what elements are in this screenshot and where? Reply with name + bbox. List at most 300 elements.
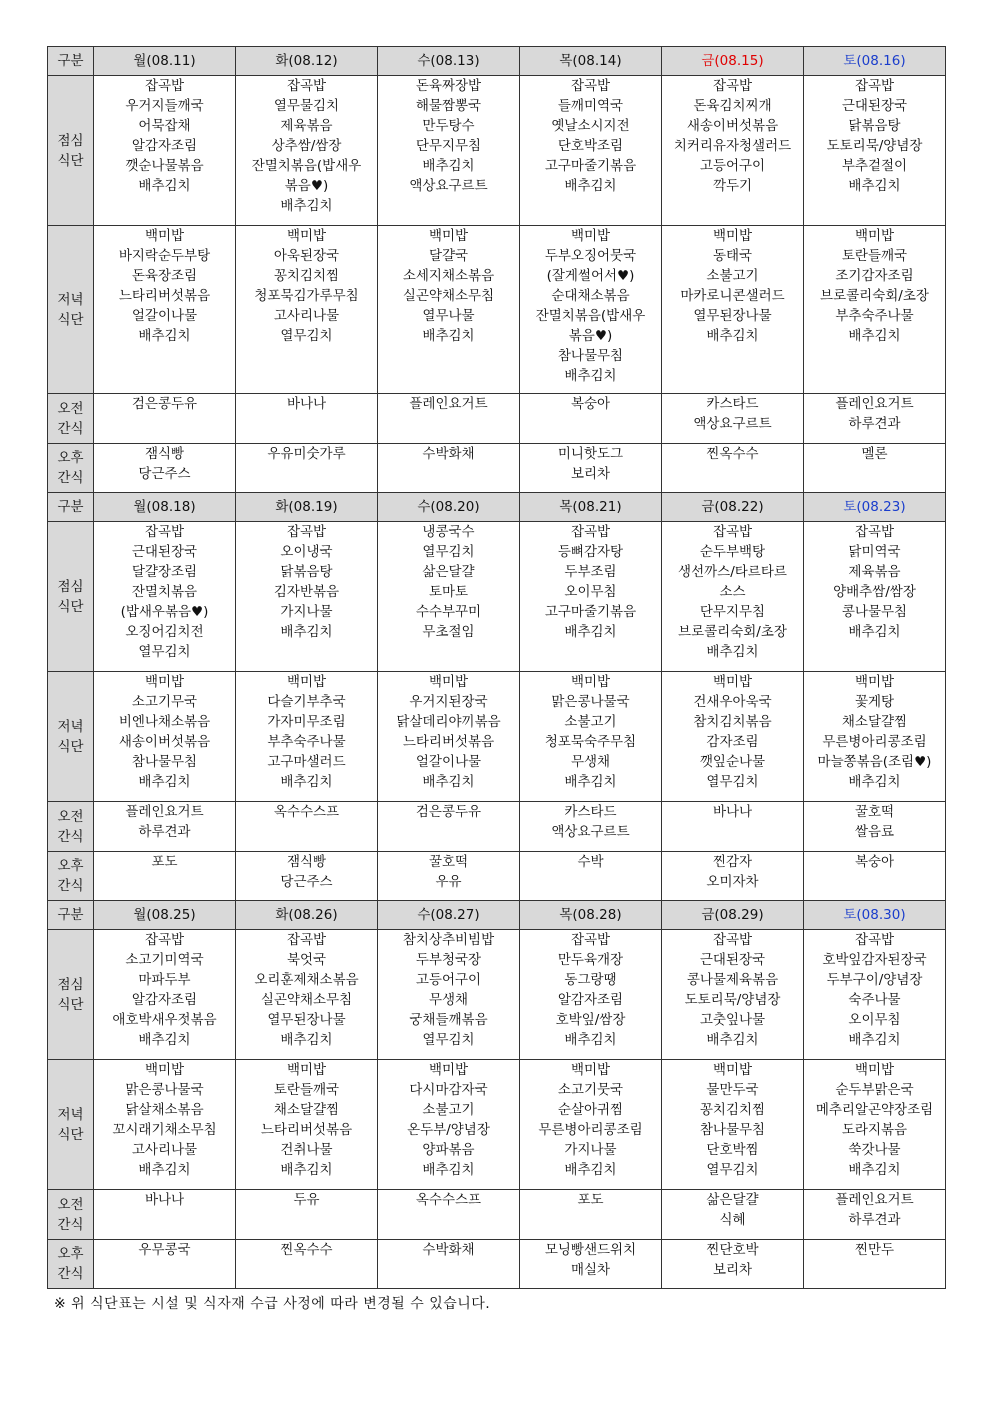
menu-item: 두부구이/양념장 bbox=[826, 972, 923, 988]
menu-item: 잼식빵 bbox=[286, 854, 327, 870]
menu-item: 참치상추비빔밥 bbox=[402, 932, 495, 948]
row-label-dinner bbox=[48, 1060, 94, 1190]
row-label-line: 오전 bbox=[57, 808, 84, 825]
menu-item: 두부조림 bbox=[564, 564, 617, 580]
menu-cell bbox=[378, 76, 520, 226]
menu-item: 액상요구르트 bbox=[551, 824, 630, 840]
menu-item: 우거지된장국 bbox=[409, 694, 488, 710]
menu-item: 미니핫도그 bbox=[557, 446, 624, 462]
menu-cell bbox=[662, 672, 804, 802]
header-label: 구분 bbox=[48, 47, 94, 76]
menu-cell bbox=[662, 852, 804, 901]
menu-item: 하루견과 bbox=[848, 416, 901, 432]
menu-item: 닭살데리야끼볶음 bbox=[396, 714, 501, 730]
menu-item: 순살아귀찜 bbox=[557, 1102, 624, 1118]
menu-item: 백미밥 bbox=[144, 1062, 185, 1078]
menu-cell bbox=[378, 852, 520, 901]
menu-cell bbox=[520, 76, 662, 226]
menu-item: 잡곡밥 bbox=[854, 932, 895, 948]
meal-row-lunch bbox=[48, 76, 946, 226]
menu-item: 백미밥 bbox=[712, 228, 753, 244]
menu-item: 볶음♥) bbox=[284, 178, 329, 194]
menu-item: 꿀호떡 bbox=[854, 804, 895, 820]
row-label-pm-snack bbox=[48, 444, 94, 493]
menu-cell bbox=[804, 76, 946, 226]
menu-item: 순대채소볶음 bbox=[551, 288, 630, 304]
menu-item: 쌀음료 bbox=[854, 824, 895, 840]
menu-item: 해물짬뽕국 bbox=[415, 98, 482, 114]
menu-item: 등뼈감자탕 bbox=[557, 544, 624, 560]
menu-item: 백미밥 bbox=[428, 674, 469, 690]
menu-item: 당근주스 bbox=[138, 466, 191, 482]
menu-item: 브로콜리숙회/초장 bbox=[678, 624, 787, 640]
menu-item: 물만두국 bbox=[706, 1082, 759, 1098]
menu-item: 백미밥 bbox=[286, 228, 327, 244]
week-header-row bbox=[48, 47, 946, 76]
day-header: 목(08.28) bbox=[520, 901, 662, 930]
menu-cell bbox=[804, 226, 946, 394]
menu-item: 얼갈이나물 bbox=[415, 754, 482, 770]
menu-item: 열무김치 bbox=[138, 644, 191, 660]
row-label-line: 오전 bbox=[57, 1196, 84, 1213]
menu-item: 순두부맑은국 bbox=[835, 1082, 914, 1098]
menu-item: 백미밥 bbox=[712, 1062, 753, 1078]
menu-cell bbox=[236, 76, 378, 226]
menu-item: 배추김치 bbox=[564, 178, 617, 194]
menu-cell bbox=[520, 444, 662, 493]
menu-item: 제육볶음 bbox=[280, 118, 333, 134]
menu-item: 부추숙주나물 bbox=[267, 734, 346, 750]
meal-row-dinner bbox=[48, 1060, 946, 1190]
menu-item: 토마토 bbox=[428, 584, 469, 600]
menu-item: (잘게썰어서♥) bbox=[546, 268, 635, 284]
menu-cell bbox=[236, 672, 378, 802]
day-header: 월(08.25) bbox=[94, 901, 236, 930]
row-label-line: 식단 bbox=[57, 1126, 84, 1143]
menu-item: 감자조림 bbox=[706, 734, 759, 750]
menu-item: 닭미역국 bbox=[848, 544, 901, 560]
menu-item: 채소달걀찜 bbox=[841, 714, 908, 730]
day-header: 화(08.26) bbox=[236, 901, 378, 930]
menu-item: 상추쌈/쌈장 bbox=[271, 138, 342, 154]
menu-item: 백미밥 bbox=[570, 1062, 611, 1078]
menu-item: 고사리나물 bbox=[273, 308, 340, 324]
row-label-lunch bbox=[48, 76, 94, 226]
menu-item: 근대된장국 bbox=[699, 952, 766, 968]
menu-cell bbox=[804, 1190, 946, 1240]
menu-item: 백미밥 bbox=[854, 674, 895, 690]
menu-item: 소스 bbox=[719, 584, 746, 600]
menu-item: 플레인요거트 bbox=[835, 1192, 914, 1208]
menu-item: 만두탕수 bbox=[422, 118, 475, 134]
menu-item: 잔멸치볶음 bbox=[131, 584, 198, 600]
menu-item: 무초절임 bbox=[422, 624, 475, 640]
menu-cell bbox=[520, 672, 662, 802]
menu-item: 닭살채소볶음 bbox=[125, 1102, 204, 1118]
menu-item: 오이무침 bbox=[564, 584, 617, 600]
menu-item: 소고기뭇국 bbox=[557, 1082, 624, 1098]
row-label-line: 식단 bbox=[57, 152, 84, 169]
menu-item: 보리차 bbox=[712, 1262, 753, 1278]
menu-cell bbox=[94, 852, 236, 901]
menu-item: 마파두부 bbox=[138, 972, 191, 988]
menu-item: 궁채들깨볶음 bbox=[409, 1012, 488, 1028]
menu-item: 복숭아 bbox=[570, 396, 611, 412]
menu-item: 두부오징어뭇국 bbox=[544, 248, 637, 264]
menu-item: 찐단호박 bbox=[706, 1242, 759, 1258]
row-label-am-snack bbox=[48, 394, 94, 444]
menu-item: 건새우아욱국 bbox=[693, 694, 772, 710]
menu-item: 청포묵숙주무침 bbox=[544, 734, 637, 750]
menu-item: 수박화채 bbox=[422, 446, 475, 462]
menu-item: 돈육짜장밥 bbox=[415, 78, 482, 94]
menu-item: 포도 bbox=[577, 1192, 604, 1208]
menu-item: 참나물무침 bbox=[131, 754, 198, 770]
menu-item: 수수부꾸미 bbox=[415, 604, 482, 620]
menu-item: 알감자조림 bbox=[131, 138, 198, 154]
menu-item: 우무콩국 bbox=[138, 1242, 191, 1258]
menu-item: 쑥갓나물 bbox=[848, 1142, 901, 1158]
menu-cell bbox=[804, 1060, 946, 1190]
menu-item: 포도 bbox=[151, 854, 178, 870]
menu-item: 배추김치 bbox=[848, 328, 901, 344]
menu-item: 백미밥 bbox=[854, 1062, 895, 1078]
menu-item: 오미자차 bbox=[706, 874, 759, 890]
menu-cell bbox=[94, 444, 236, 493]
row-label-line: 오후 bbox=[57, 450, 84, 466]
menu-item: 배추김치 bbox=[706, 328, 759, 344]
day-header: 토(08.23) bbox=[804, 493, 946, 522]
menu-item: 가지나물 bbox=[280, 604, 333, 620]
menu-cell bbox=[662, 1190, 804, 1240]
menu-item: 무생채 bbox=[428, 992, 469, 1008]
menu-item: 두유 bbox=[293, 1192, 320, 1208]
menu-item: 검은콩두유 bbox=[131, 396, 198, 412]
header-label: 구분 bbox=[48, 493, 94, 522]
menu-cell bbox=[378, 522, 520, 672]
row-label-line: 저녁 bbox=[57, 291, 84, 308]
meal-row-pm-snack bbox=[48, 444, 946, 493]
menu-item: 배추김치 bbox=[280, 198, 333, 214]
menu-item: 참치김치볶음 bbox=[693, 714, 772, 730]
menu-item: 액상요구르트 bbox=[409, 178, 488, 194]
menu-item: 백미밥 bbox=[428, 1062, 469, 1078]
menu-cell bbox=[804, 930, 946, 1060]
row-label-line: 식단 bbox=[57, 311, 84, 328]
menu-item: 동그랑땡 bbox=[564, 972, 617, 988]
meal-row-lunch bbox=[48, 930, 946, 1060]
row-label-line: 오후 bbox=[57, 858, 84, 874]
menu-item: 하루견과 bbox=[138, 824, 191, 840]
menu-item: 깍두기 bbox=[712, 178, 753, 194]
menu-item: 배추김치 bbox=[138, 774, 191, 790]
menu-item: 배추김치 bbox=[280, 624, 333, 640]
menu-item: 알감자조림 bbox=[131, 992, 198, 1008]
menu-item: 건취나물 bbox=[280, 1142, 333, 1158]
menu-cell bbox=[662, 76, 804, 226]
menu-item: 돈육김치찌개 bbox=[693, 98, 772, 114]
menu-item: 액상요구르트 bbox=[693, 416, 772, 432]
menu-item: 순두부백탕 bbox=[699, 544, 766, 560]
menu-item: 꿀호떡 bbox=[428, 854, 469, 870]
menu-item: 오이냉국 bbox=[280, 544, 333, 560]
menu-item: 우유미숫가루 bbox=[267, 446, 346, 462]
menu-item: 수박 bbox=[577, 854, 604, 870]
menu-item: 부추숙주나물 bbox=[835, 308, 914, 324]
menu-cell bbox=[236, 444, 378, 493]
row-label-line: 간식 bbox=[57, 420, 84, 437]
menu-item: 수박화채 bbox=[422, 1242, 475, 1258]
menu-cell bbox=[378, 226, 520, 394]
menu-cell bbox=[804, 394, 946, 444]
menu-item: 배추김치 bbox=[138, 328, 191, 344]
menu-item: 만두육개장 bbox=[557, 952, 624, 968]
menu-cell bbox=[94, 930, 236, 1060]
menu-item: 제육볶음 bbox=[848, 564, 901, 580]
menu-item: 고구마줄기볶음 bbox=[544, 604, 637, 620]
day-header: 수(08.13) bbox=[378, 47, 520, 76]
menu-item: 배추김치 bbox=[138, 178, 191, 194]
row-label-line: 점심 bbox=[57, 976, 84, 993]
menu-item: 두부청국장 bbox=[415, 952, 482, 968]
menu-item: 고사리나물 bbox=[131, 1142, 198, 1158]
menu-cell bbox=[520, 522, 662, 672]
week-header-row bbox=[48, 493, 946, 522]
menu-item: 애호박새우젓볶음 bbox=[112, 1012, 217, 1028]
menu-item: 복숭아 bbox=[854, 854, 895, 870]
row-label-line: 저녁 bbox=[57, 1106, 84, 1123]
menu-item: 단무지무침 bbox=[415, 138, 482, 154]
menu-item: 잡곡밥 bbox=[712, 932, 753, 948]
menu-item: 참나물무침 bbox=[557, 348, 624, 364]
menu-cell bbox=[662, 1060, 804, 1190]
menu-item: 잡곡밥 bbox=[854, 524, 895, 540]
menu-item: 얼갈이나물 bbox=[131, 308, 198, 324]
menu-item: 마카로니콘샐러드 bbox=[680, 288, 785, 304]
menu-item: 비엔나채소볶음 bbox=[118, 714, 211, 730]
menu-cell bbox=[662, 1240, 804, 1289]
menu-item: 열무김치 bbox=[422, 544, 475, 560]
menu-item: 삶은달걀 bbox=[706, 1192, 759, 1208]
menu-item: 단무지무침 bbox=[699, 604, 766, 620]
menu-item: 백미밥 bbox=[286, 1062, 327, 1078]
row-label-line: 저녁 bbox=[57, 718, 84, 735]
menu-item: 소고기미역국 bbox=[125, 952, 204, 968]
menu-item: 고구마샐러드 bbox=[267, 754, 346, 770]
menu-item: 잡곡밥 bbox=[144, 78, 185, 94]
menu-cell bbox=[520, 852, 662, 901]
menu-item: 가지나물 bbox=[564, 1142, 617, 1158]
menu-item: 숙주나물 bbox=[848, 992, 901, 1008]
menu-cell bbox=[520, 1190, 662, 1240]
menu-cell bbox=[378, 930, 520, 1060]
meal-row-dinner bbox=[48, 672, 946, 802]
menu-item: 조기감자조림 bbox=[835, 268, 914, 284]
menu-item: 배추김치 bbox=[564, 368, 617, 384]
menu-item: 무른병아리콩조림 bbox=[822, 734, 927, 750]
menu-item: 모닝빵샌드위치 bbox=[544, 1242, 637, 1258]
row-label-line: 점심 bbox=[57, 578, 84, 595]
menu-cell bbox=[236, 522, 378, 672]
menu-item: 옛날소시지전 bbox=[551, 118, 630, 134]
menu-item: 소불고기 bbox=[422, 1102, 475, 1118]
day-header: 화(08.19) bbox=[236, 493, 378, 522]
menu-cell bbox=[804, 444, 946, 493]
menu-cell bbox=[520, 1240, 662, 1289]
menu-item: 생선까스/타르타르 bbox=[678, 564, 787, 580]
menu-cell bbox=[94, 672, 236, 802]
menu-item: 채소달걀찜 bbox=[273, 1102, 340, 1118]
day-header: 수(08.27) bbox=[378, 901, 520, 930]
row-label-line: 간식 bbox=[57, 878, 84, 894]
menu-item: 잡곡밥 bbox=[712, 524, 753, 540]
menu-item: 열무김치 bbox=[706, 1162, 759, 1178]
menu-item: 동태국 bbox=[712, 248, 753, 264]
menu-cell bbox=[804, 852, 946, 901]
menu-item: 잼식빵 bbox=[144, 446, 185, 462]
menu-cell bbox=[378, 1240, 520, 1289]
menu-item: 단호박찜 bbox=[706, 1142, 759, 1158]
menu-item: 도라지볶음 bbox=[841, 1122, 908, 1138]
menu-item: 배추김치 bbox=[848, 1162, 901, 1178]
menu-item: 배추김치 bbox=[422, 774, 475, 790]
menu-item: 배추김치 bbox=[422, 328, 475, 344]
row-label-pm-snack bbox=[48, 1240, 94, 1289]
menu-item: 메추리알곤약장조림 bbox=[815, 1102, 934, 1118]
menu-item: 하루견과 bbox=[848, 1212, 901, 1228]
menu-cell bbox=[804, 1240, 946, 1289]
row-label-lunch bbox=[48, 522, 94, 672]
menu-cell bbox=[662, 444, 804, 493]
row-label-line: 식단 bbox=[57, 996, 84, 1013]
menu-item: 플레인요거트 bbox=[125, 804, 204, 820]
menu-item: 마늘쫑볶음(조림♥) bbox=[817, 754, 932, 770]
menu-item: 소고기무국 bbox=[131, 694, 198, 710]
row-label-line: 간식 bbox=[57, 470, 84, 486]
menu-cell bbox=[804, 522, 946, 672]
menu-item: 배추김치 bbox=[848, 774, 901, 790]
menu-cell bbox=[236, 930, 378, 1060]
menu-item: 바지락순두부탕 bbox=[118, 248, 211, 264]
menu-item: 옥수수스프 bbox=[273, 804, 340, 820]
row-label-lunch bbox=[48, 930, 94, 1060]
menu-item: 잔멸치볶음(밥새우 bbox=[535, 308, 646, 324]
row-label-line: 식단 bbox=[57, 738, 84, 755]
menu-item: 플레인요거트 bbox=[835, 396, 914, 412]
menu-item: 느타리버섯볶음 bbox=[118, 288, 211, 304]
menu-item: 배추김치 bbox=[564, 1032, 617, 1048]
menu-item: 열무된장나물 bbox=[267, 1012, 346, 1028]
menu-item: 도토리묵/양념장 bbox=[826, 138, 923, 154]
menu-item: 가자미무조림 bbox=[267, 714, 346, 730]
menu-cell bbox=[94, 522, 236, 672]
menu-cell bbox=[236, 1060, 378, 1190]
row-label-line: 간식 bbox=[57, 1216, 84, 1233]
menu-cell bbox=[236, 1240, 378, 1289]
menu-item: 김자반볶음 bbox=[273, 584, 340, 600]
menu-item: 배추김치 bbox=[280, 1162, 333, 1178]
menu-item: 열무나물 bbox=[422, 308, 475, 324]
day-header: 월(08.11) bbox=[94, 47, 236, 76]
menu-item: 콩나물무침 bbox=[841, 604, 908, 620]
menu-item: 실곤약채소무침 bbox=[402, 288, 495, 304]
menu-item: 오이무침 bbox=[848, 1012, 901, 1028]
menu-item: 잡곡밥 bbox=[570, 524, 611, 540]
menu-item: 잡곡밥 bbox=[286, 932, 327, 948]
row-label-am-snack bbox=[48, 1190, 94, 1240]
footnote: ※ 위 식단표는 시설 및 식자재 수급 사정에 따라 변경될 수 있습니다. bbox=[54, 1296, 491, 1312]
menu-item: 아욱된장국 bbox=[273, 248, 340, 264]
menu-item: 어묵잡채 bbox=[138, 118, 191, 134]
menu-item: 찐옥수수 bbox=[706, 446, 759, 462]
row-label-am-snack bbox=[48, 802, 94, 852]
day-header: 목(08.21) bbox=[520, 493, 662, 522]
menu-item: 옥수수스프 bbox=[415, 1192, 482, 1208]
menu-cell bbox=[94, 226, 236, 394]
menu-item: 바나나 bbox=[286, 396, 327, 412]
row-label-line: 점심 bbox=[57, 132, 84, 149]
menu-item: 배추김치 bbox=[564, 774, 617, 790]
menu-item: 새송이버섯볶음 bbox=[118, 734, 211, 750]
menu-cell bbox=[94, 802, 236, 852]
menu-cell bbox=[662, 930, 804, 1060]
meal-row-dinner bbox=[48, 226, 946, 394]
menu-item: 북엇국 bbox=[286, 952, 327, 968]
menu-item: 고춧잎나물 bbox=[699, 1012, 766, 1028]
menu-item: (밥새우볶음♥) bbox=[120, 604, 209, 620]
menu-item: 양배추쌈/쌈장 bbox=[833, 584, 916, 600]
menu-item: 오리훈제채소볶음 bbox=[254, 972, 359, 988]
week-header-row bbox=[48, 901, 946, 930]
meal-row-pm-snack bbox=[48, 1240, 946, 1289]
menu-cell bbox=[662, 226, 804, 394]
menu-item: 카스타드 bbox=[706, 396, 759, 412]
menu-cell bbox=[236, 802, 378, 852]
day-header: 목(08.14) bbox=[520, 47, 662, 76]
menu-item: 양파볶음 bbox=[422, 1142, 475, 1158]
day-header: 토(08.16) bbox=[804, 47, 946, 76]
meal-row-am-snack bbox=[48, 394, 946, 444]
menu-item: 잡곡밥 bbox=[570, 932, 611, 948]
day-header: 금(08.15) bbox=[662, 47, 804, 76]
menu-item: 잡곡밥 bbox=[286, 524, 327, 540]
menu-item: 들깨미역국 bbox=[557, 98, 624, 114]
menu-cell bbox=[520, 930, 662, 1060]
menu-item: 돈육장조림 bbox=[131, 268, 198, 284]
menu-cell bbox=[378, 802, 520, 852]
day-header: 토(08.30) bbox=[804, 901, 946, 930]
menu-item: 찐만두 bbox=[854, 1242, 895, 1258]
menu-cell bbox=[520, 394, 662, 444]
menu-item: 맑은콩나물국 bbox=[125, 1082, 204, 1098]
menu-cell bbox=[378, 1060, 520, 1190]
menu-cell bbox=[662, 522, 804, 672]
menu-cell bbox=[520, 1060, 662, 1190]
menu-item: 식혜 bbox=[719, 1212, 746, 1228]
menu-item: 플레인요거트 bbox=[409, 396, 488, 412]
menu-item: 배추김치 bbox=[422, 158, 475, 174]
menu-item: 다슬기부추국 bbox=[267, 694, 346, 710]
menu-cell bbox=[520, 802, 662, 852]
menu-item: 알감자조림 bbox=[557, 992, 624, 1008]
day-header: 월(08.18) bbox=[94, 493, 236, 522]
menu-cell bbox=[236, 394, 378, 444]
menu-cell bbox=[378, 672, 520, 802]
menu-item: 고등어구이 bbox=[415, 972, 482, 988]
menu-item: 깻순나물볶음 bbox=[125, 158, 204, 174]
menu-item: 우거지들깨국 bbox=[125, 98, 204, 114]
menu-item: 무생채 bbox=[570, 754, 611, 770]
